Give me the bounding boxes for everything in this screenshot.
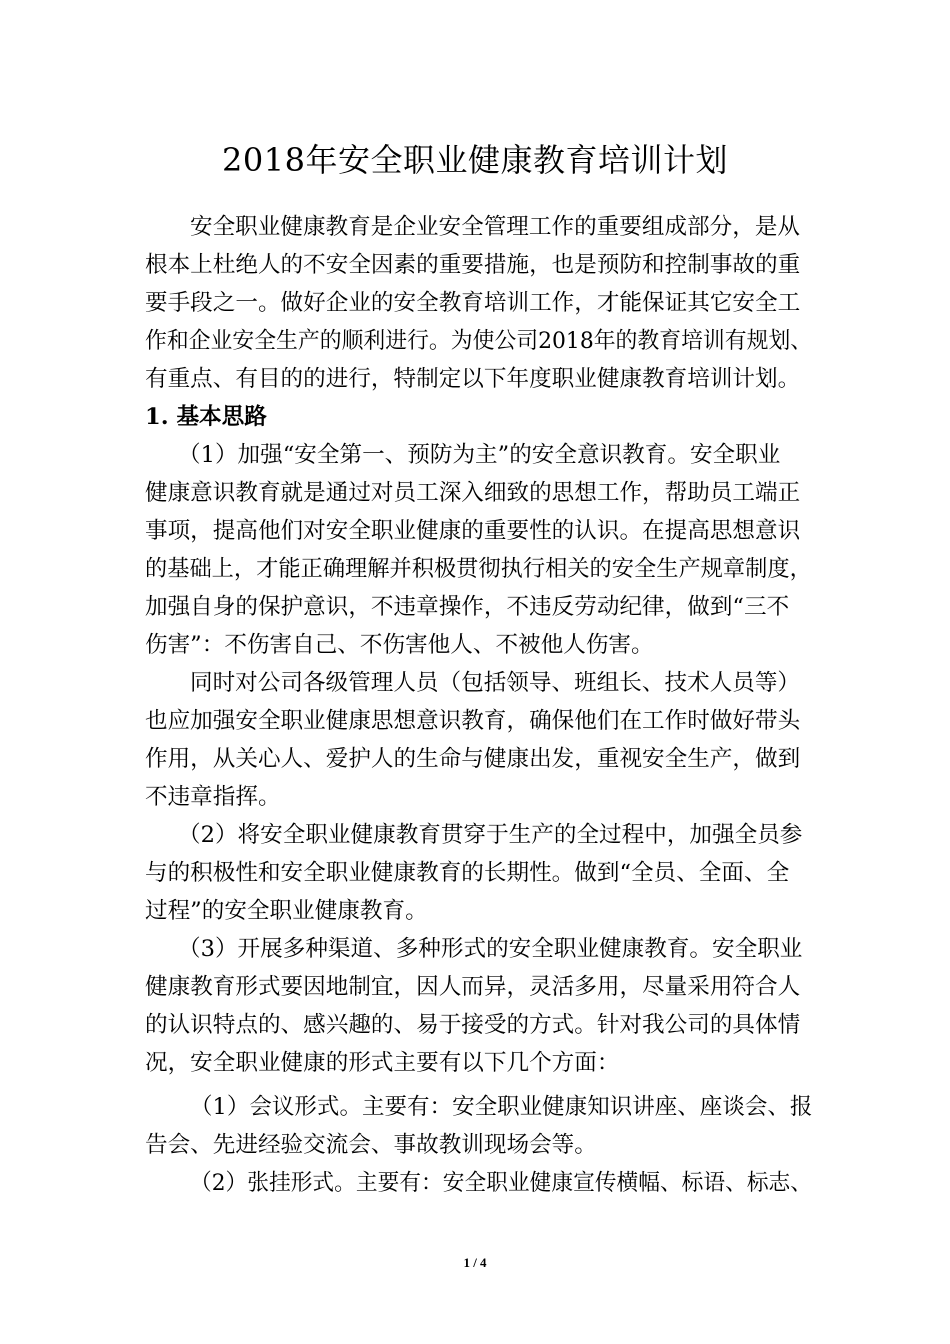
paragraph-line: 也应加强安全职业健康思想意识教育，确保他们在工作时做好带头: [145, 708, 801, 734]
paragraph-line: 况，安全职业健康的形式主要有以下几个方面：: [145, 1050, 620, 1076]
paragraph-line: 事项，提高他们对安全职业健康的重要性的认识。在提高思想意识: [145, 518, 801, 544]
paragraph-line: 同时对公司各级管理人员（包括领导、班组长、技术人员等）: [190, 670, 801, 696]
paragraph-line: 健康意识教育就是通过对员工深入细致的思想工作，帮助员工端正: [145, 480, 801, 506]
page-number: 1 / 4: [463, 1255, 487, 1270]
paragraph-line: （1）加强“安全第一、预防为主”的安全意识教育。安全职业: [178, 442, 781, 468]
paragraph-line: 的基础上，才能正确理解并积极贯彻执行相关的安全生产规章制度，: [145, 556, 812, 582]
paragraph-line: 告会、先进经验交流会、事故教训现场会等。: [145, 1132, 597, 1158]
paragraph-line: 不违章指挥。: [145, 784, 281, 810]
paragraph-line: 作和企业安全生产的顺利进行。为使公司2018年的教育培训有规划、: [145, 328, 813, 354]
paragraph-line: （2）张挂形式。主要有：安全职业健康宣传横幅、标语、标志、: [190, 1170, 812, 1196]
paragraph-line: 要手段之一。做好企业的安全教育培训工作，才能保证其它安全工: [145, 290, 801, 316]
paragraph-line: 健康教育形式要因地制宜，因人而异，灵活多用，尽量采用符合人: [145, 974, 801, 1000]
paragraph-line: （1）会议形式。主要有：安全职业健康知识讲座、座谈会、报: [190, 1094, 813, 1120]
paragraph-line: 有重点、有目的的进行，特制定以下年度职业健康教育培训计划。: [145, 366, 801, 392]
paragraph-line: 安全职业健康教育是企业安全管理工作的重要组成部分，是从: [190, 214, 801, 240]
paragraph-line: 与的积极性和安全职业健康教育的长期性。做到“全员、全面、全: [145, 860, 790, 886]
document-title: 2018年安全职业健康教育培训计划: [222, 141, 728, 179]
paragraph-line: 伤害”：不伤害自己、不伤害他人、不被他人伤害。: [145, 632, 654, 658]
section-heading: 1. 基本思路: [145, 404, 267, 430]
paragraph-line: 的认识特点的、感兴趣的、易于接受的方式。针对我公司的具体情: [145, 1012, 801, 1038]
paragraph-line: 过程”的安全职业健康教育。: [145, 898, 428, 924]
paragraph-line: （2）将安全职业健康教育贯穿于生产的全过程中，加强全员参: [178, 822, 803, 848]
paragraph-line: （3）开展多种渠道、多种形式的安全职业健康教育。安全职业: [178, 936, 803, 962]
paragraph-line: 作用，从关心人、爱护人的生命与健康出发，重视安全生产，做到: [145, 746, 801, 772]
paragraph-line: 加强自身的保护意识，不违章操作，不违反劳动纪律，做到“三不: [145, 594, 790, 620]
paragraph-line: 根本上杜绝人的不安全因素的重要措施，也是预防和控制事故的重: [145, 252, 801, 278]
